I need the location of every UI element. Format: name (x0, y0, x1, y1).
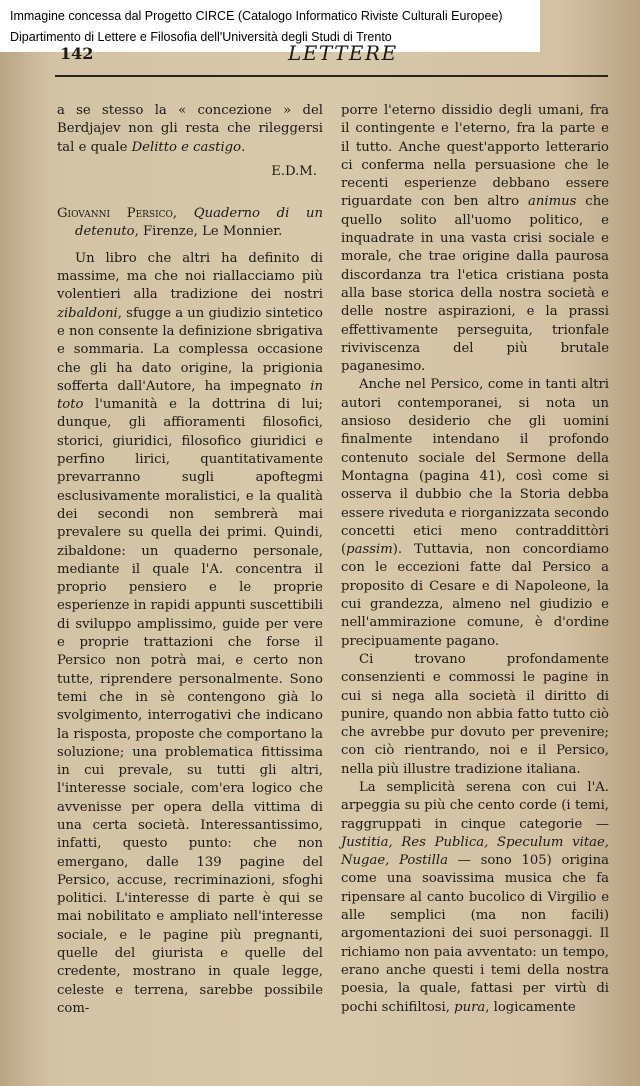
paragraph: Un libro che altri ha definito di massime, ma che noi riallacciamo più volentieri alla tradizione dei nostri zibaldoni, sfugge a un giudizio sintetico e non consente la definizione sbrigativa e sommaria. La complessa occasione che gli ha dato origine, la prigionia sofferta dall'Autore, ha impegnato in toto l'umanità e la dottrina di lui; dunque, gli affioramenti filosofici, storici, giuridici, filosofico giuridici e perfino lirici, quantitativamente prevarranno sugli apoftegmi esclusivamente moralistici, e la qualità dei secondi non sembrerà mai prevalere su quella dei primi. Quindi, zibaldone: un quaderno personale, mediante il quale l'A. concentra il proprio pensiero e le proprie esperienze in rapidi appunti suscettibili di sviluppo amplissimo, guide per vere e proprie trattazioni che forse il Persico non potrà mai, e certo non tutte, riprendere personalmente. Sono temi che in sè contengono già lo svolgimento, interrogativi che indicano la risposta, proposte che comportano la soluzione; una problematica fittissima in cui prevale, su tutti gli altri, l'interesse sociale, com'era logico che avvenisse per opera della vittima di una certa società. Interessantissimo, infatti, questo punto: che non emergano, dalle 139 pagine del Persico, accuse, recriminazioni, sfoghi politici. L'interesse di parte è qui se mai nobilitato e ampliato nell'interesse sociale, e le pagine più pregnanti, quelle del giurista e quelle del credente, mostrano in quale legge, celeste e terrena, sarebbe possibile com- (57, 250, 323, 1016)
page-number: 142 (60, 44, 94, 63)
text-column-left (57, 102, 323, 1018)
paragraph: porre l'eterno dissidio degli umani, fra il contingente e l'eterno, fra la parte e il tutto. Anche quest'apporto letterario ci conferma nella persuasione che le recenti esperienze debbano essere riguardate con ben altro animus che quello solito all'uomo politico, e inquadrate in una vasta crisi sociale e morale, che trae origine dalla paurosa discordanza tra l'etica cristiana posta alla base storica della nostra società e delle nostre aspirazioni, e la prassi effettivamente perseguita, trionfale riviviscenza del più brutale paganesimo. (341, 103, 609, 375)
bibliographic-heading: Giovanni Persico, Quaderno di un detenuto, Firenze, Le Monnier. (57, 206, 323, 240)
running-title: LETTERE (288, 41, 398, 65)
paragraph: Ci trovano profondamente consenzienti e commossi le pagine in cui si nega alla società il diritto di punire, quando non abbia fatto tutto ciò che avrebbe pur dovuto per prevenire; con ciò rientrando, noi e il Persico, nella più illustre tradizione italiana. (341, 651, 609, 777)
text-column-right (341, 102, 609, 1017)
review-signature: E.D.M. (271, 163, 317, 179)
credit-line-2: Dipartimento di Lettere e Filosofia dell'Università degli Studi di Trento (10, 30, 392, 44)
paragraph: La semplicità serena con cui l'A. arpeggia su più che cento corde (i temi, raggruppati in cinque categorie — Justitia, Res Publica, Speculum vitae, Nugae, Postilla — sono 105) origina come una soavissima musica che fa ripensare al canto bucolico di Virgilio e alle semplici (ma non facili) argomentazioni dei suoi personaggi. Il richiamo non paia avventato: un tempo, erano anche questi i temi della nostra poesia, la quale, fattasi per virtù di pochi schifiltosi, pura, logicamente (341, 779, 609, 1015)
credit-line-1: Immagine concessa dal Progetto CIRCE (Catalogo Informatico Riviste Culturali Europee) (10, 9, 503, 23)
paragraph: Anche nel Persico, come in tanti altri autori contemporanei, si nota un ansioso desiderio che gli uomini finalmente intendano il profondo contenuto sociale del Sermone della Montagna (pagina 41), così come si osserva il dubbio che la Storia debba essere riveduta e riorganizzata secondo concetti etici meno contraddittòri (passim). Tuttavia, non concordiamo con le eccezioni fatte dal Persico a proposito di Cesare e di Napoleone, la cui grandezza, almeno nel giudizio e nell'ammirazione comune, è d'ordine precipuamente pagano. (341, 377, 609, 649)
header-rule (55, 75, 608, 77)
paragraph: a se stesso la « concezione » del Berdjajev non gli resta che rileggersi tal e quale Delitto e castigo. (57, 103, 323, 155)
